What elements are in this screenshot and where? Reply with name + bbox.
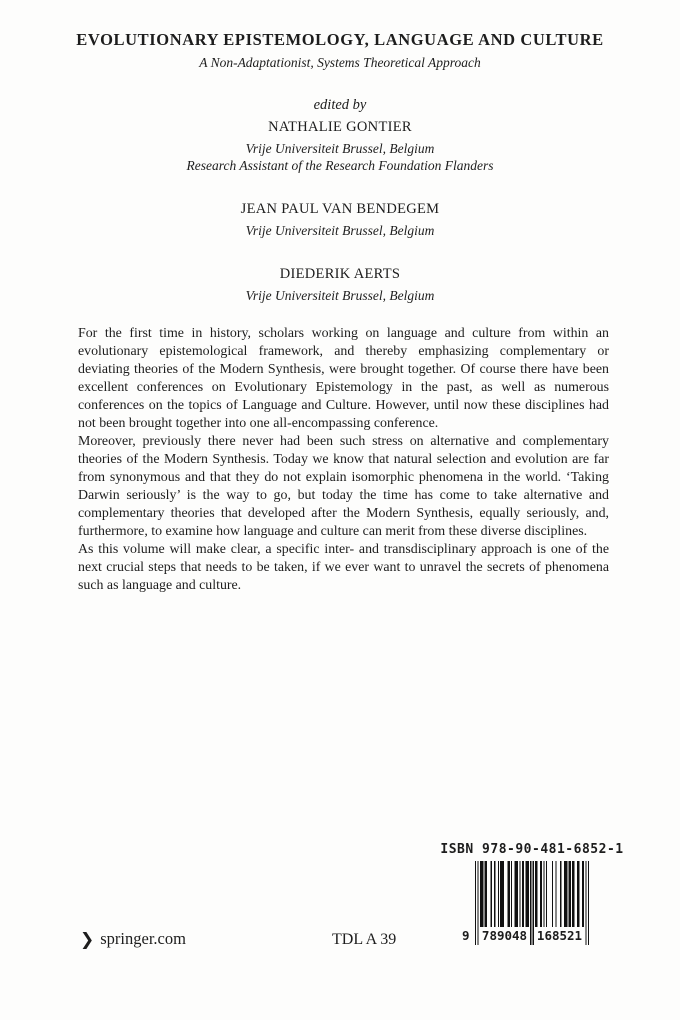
editor-affiliation — [0, 140, 680, 174]
isbn-label: ISBN 978-90-481-6852-1 — [440, 842, 624, 857]
editor-name: DIEDERIK AERTS — [279, 266, 401, 282]
barcode-digits — [462, 927, 589, 945]
book-title: EVOLUTIONARY EPISTEMOLOGY, LANGUAGE AND CULTURE — [76, 30, 604, 49]
cover-header — [0, 0, 680, 304]
barcode-digit-group-left: 789048 — [481, 928, 528, 943]
barcode-digit-lead: 9 — [462, 928, 470, 943]
back-cover-blurb — [78, 325, 609, 595]
editor-affiliation-line: Vrije Universiteit Brussel, Belgium — [245, 223, 435, 238]
springer-logo — [80, 929, 186, 949]
editor-name: JEAN PAUL VAN BENDEGEM — [240, 201, 440, 217]
ean13-barcode — [462, 861, 589, 945]
blurb-paragraph: As this volume will make clear, a specific inter- and transdisciplinary approach is one of the next crucial steps that needs to be taken, if we ever want to unravel the secrets of phenomena such as language and culture. — [78, 542, 609, 593]
book-subtitle: A Non-Adaptationist, Systems Theoretical Approach — [199, 55, 481, 70]
editor-block — [0, 119, 680, 174]
springer-chevron-icon: ❯ — [80, 930, 95, 950]
blurb-paragraph: For the first time in history, scholars working on language and culture from within an evolutionary epistemological framework, and thereby emphasizing complementary or deviating theories of the Modern Synthesis, were brought together. Of course there have been excellent conferences on Evolutionary Epistemology in the past, as well as numerous conferences on the topics of Language and Culture. However, until now these disciplines had not been brought together into one all-encompassing conference. — [78, 326, 609, 431]
editor-block — [0, 201, 680, 239]
editor-affiliation-line: Vrije Universiteit Brussel, Belgium — [245, 288, 435, 303]
blurb-paragraph: Moreover, previously there never had been such stress on alternative and complementary theories of the Modern Synthesis. Today we know that natural selection and evolution are far from synonymous and that they do not explain isomorphic phenomena in the world. ‘Taking Darwin seriously’ is the way to go, but today the time has come to take alternative and complementary theories that developed after the Modern Synthesis, equally seriously, and, furthermore, to examine how language and culture can merit from these diverse disciplines. — [78, 434, 609, 539]
barcode-digit-group-right: 168521 — [536, 928, 583, 943]
series-code: TDL A 39 — [332, 931, 397, 948]
editor-affiliation — [0, 287, 680, 304]
publisher-url: springer.com — [100, 929, 186, 948]
editor-affiliation-line: Vrije Universiteit Brussel, Belgium — [245, 141, 435, 156]
isbn-block — [422, 842, 642, 945]
edited-by-label: edited by — [313, 97, 367, 113]
editor-block — [0, 266, 680, 304]
editor-affiliation — [0, 222, 680, 239]
editor-affiliation-line: Research Assistant of the Research Foundation Flanders — [186, 158, 494, 173]
editor-name: NATHALIE GONTIER — [268, 119, 412, 135]
